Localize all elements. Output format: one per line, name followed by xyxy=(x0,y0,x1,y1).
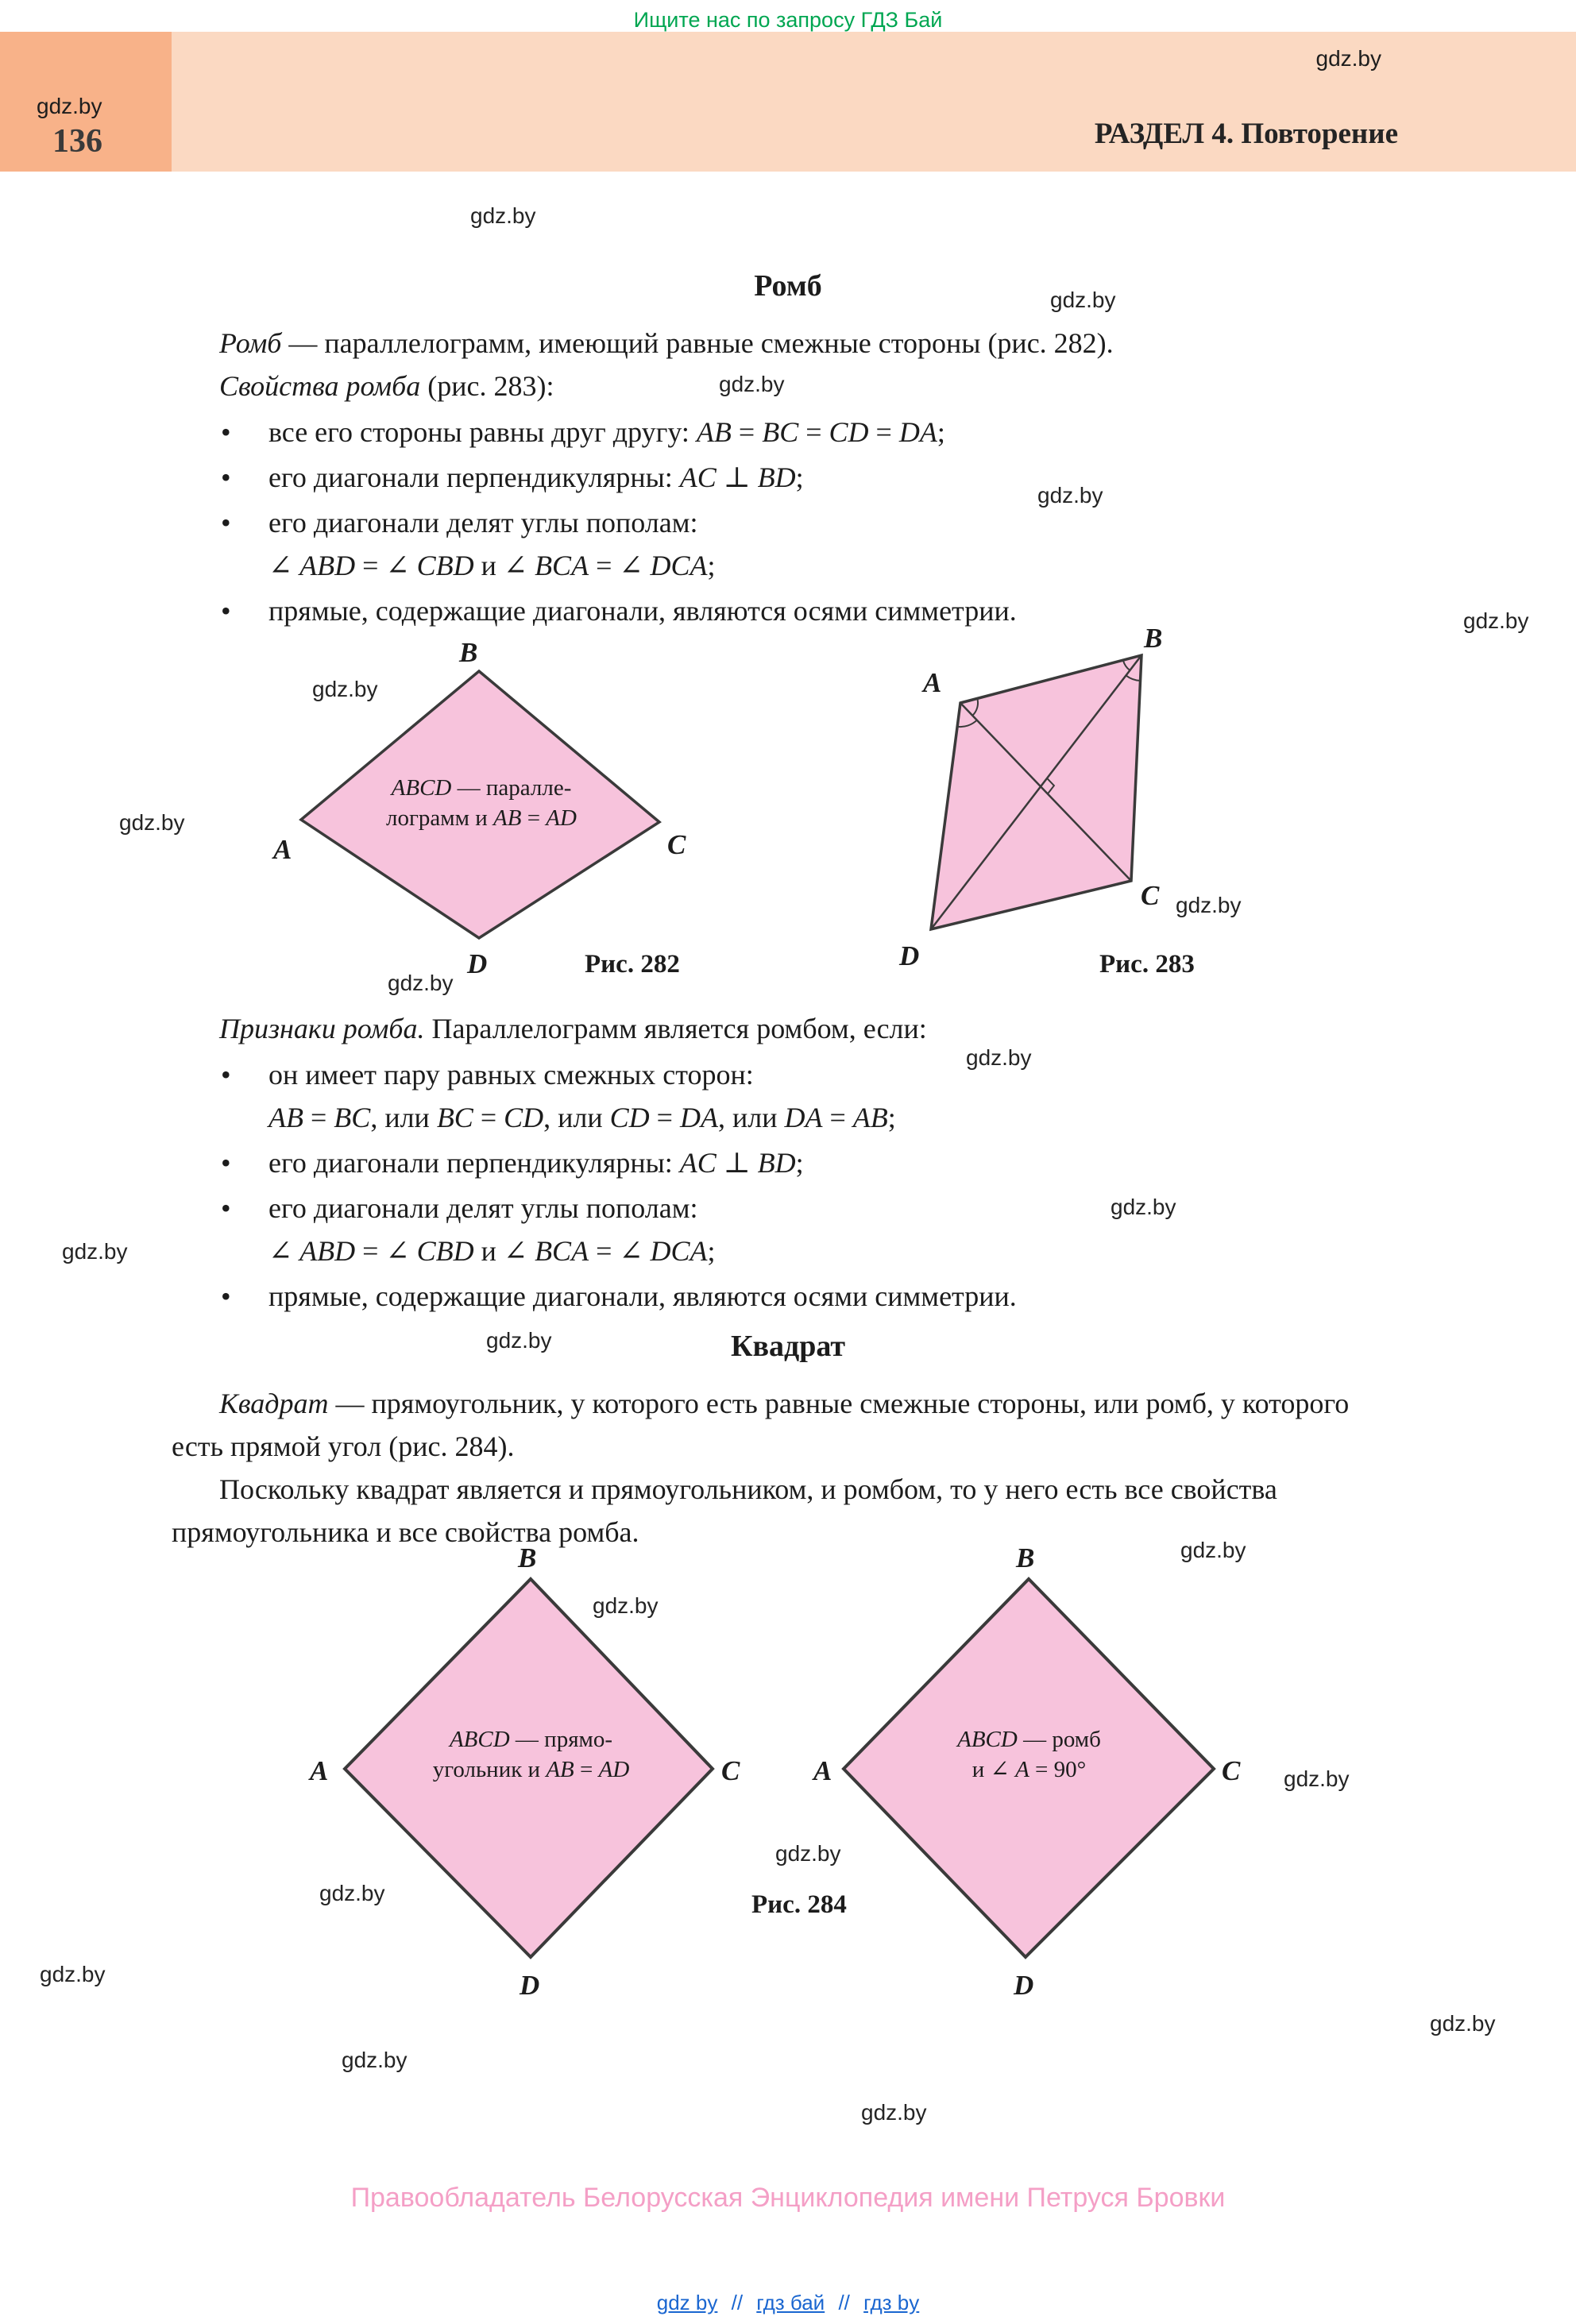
page-content xyxy=(172,264,1404,2062)
vertex-label-c: C xyxy=(1141,880,1160,911)
footer-link-gdz-by[interactable]: gdz by xyxy=(656,2291,718,2314)
gdz-watermark: gdz.by xyxy=(119,810,185,835)
figure-284-left xyxy=(310,1542,740,2005)
rhombus-properties-list xyxy=(172,411,1404,632)
section-title: РАЗДЕЛ 4. Повторение xyxy=(1094,118,1398,150)
property-text xyxy=(268,456,1404,499)
property-line: прямые, содержащие диагонали, являются осями симметрии. xyxy=(268,595,1017,627)
bullet-icon: • xyxy=(221,595,231,627)
gdz-watermark: gdz.by xyxy=(593,1593,659,1618)
gdz-watermark: gdz.by xyxy=(719,372,785,396)
figure-284-left-label-line: угольник и AB = AD xyxy=(432,1756,630,1782)
feature-line: его диагонали перпендикулярны: AC ⊥ BD; xyxy=(268,1147,804,1179)
figure-284-right-label-line: и ∠ A = 90° xyxy=(971,1756,1087,1782)
page-number-block xyxy=(0,32,172,172)
vertex-label-d: D xyxy=(1014,1970,1034,2001)
feature-line: он имеет пару равных смежных сторон: xyxy=(268,1059,754,1091)
rhombus-features-list xyxy=(172,1053,1404,1318)
gdz-watermark: gdz.by xyxy=(861,2100,927,2125)
footer-link-gdz-bai[interactable]: гдз бай xyxy=(756,2291,825,2314)
feature-line: его диагонали делят углы пополам: xyxy=(268,1192,698,1224)
gdz-watermark: gdz.by xyxy=(62,1239,128,1264)
vertex-label-d: D xyxy=(520,1970,540,2001)
gdz-watermark: gdz.by xyxy=(966,1045,1032,1070)
gdz-watermark: gdz.by xyxy=(470,203,536,228)
feature-text xyxy=(268,1053,1404,1139)
gdz-watermark: gdz.by xyxy=(312,677,378,701)
link-separator: // xyxy=(838,2291,850,2314)
gdz-watermark: gdz.by xyxy=(1050,288,1116,312)
property-item xyxy=(172,456,1404,499)
gdz-watermark: gdz.by xyxy=(342,2048,408,2072)
figure-284-left-label xyxy=(410,1725,652,1785)
bullet-icon: • xyxy=(221,1192,231,1224)
bullet-icon: • xyxy=(221,1059,231,1091)
bullet-icon: • xyxy=(221,507,231,539)
property-text xyxy=(268,501,1404,587)
bullet-icon: • xyxy=(221,416,231,448)
vertex-label-c: C xyxy=(1222,1755,1241,1786)
gdz-watermark: gdz.by xyxy=(1284,1766,1350,1791)
vertex-label-c: C xyxy=(721,1755,740,1786)
property-item xyxy=(172,411,1404,454)
bullet-icon: • xyxy=(221,1280,231,1312)
feature-line: AB = BC, или BC = CD, или CD = DA, или DA = AB; xyxy=(268,1102,896,1133)
bullet-icon: • xyxy=(221,461,231,493)
gdz-watermark: gdz.by xyxy=(40,1962,106,1986)
property-item xyxy=(172,501,1404,587)
gdz-watermark: gdz.by xyxy=(319,1881,385,1905)
figure-284-left-label-line: ABCD — прямо- xyxy=(449,1727,613,1752)
figure-284-caption: Рис. 284 xyxy=(751,1890,847,1919)
vertex-label-b: B xyxy=(1144,623,1163,654)
feature-line: прямые, содержащие диагонали, являются осями симметрии. xyxy=(268,1280,1017,1312)
figure-283-caption: Рис. 283 xyxy=(1099,950,1195,979)
rhombus-features-intro: Признаки ромба. Параллелограмм является ромбом, если: xyxy=(219,1013,927,1044)
vertex-label-a: A xyxy=(273,834,292,865)
figure-283 xyxy=(899,623,1196,971)
figure-282-caption: Рис. 282 xyxy=(585,950,680,979)
gdz-watermark: gdz.by xyxy=(1315,46,1381,71)
copyright-line: Правообладатель Белорусская Энциклопедия имени Петруся Бровки xyxy=(350,2183,1226,2213)
property-line: все его стороны равны друг другу: AB = BC = CD = DA; xyxy=(268,416,945,448)
figure-282-label-line: ABCD — паралле- xyxy=(391,775,572,801)
vertex-label-b: B xyxy=(518,1542,537,1573)
vertex-label-a: A xyxy=(923,667,942,698)
vertex-label-c: C xyxy=(667,829,686,860)
vertex-label-b: B xyxy=(459,637,478,668)
gdz-watermark: gdz.by xyxy=(1430,2011,1496,2036)
feature-item xyxy=(172,1141,1404,1184)
rhombus-properties-intro: Свойства ромба (рис. 283): xyxy=(219,370,554,402)
figure-284-right-label xyxy=(912,1725,1146,1785)
page-number: 136 xyxy=(52,123,102,160)
property-line: ∠ ABD = ∠ CBD и ∠ BCA = ∠ DCA; xyxy=(268,550,716,581)
property-item xyxy=(172,589,1404,632)
gdz-watermark: gdz.by xyxy=(1180,1538,1246,1562)
feature-item xyxy=(172,1187,1404,1272)
bullet-icon: • xyxy=(221,1147,231,1179)
square-note: Поскольку квадрат является и прямоугольником, и ромбом, то у него есть все свойства прямоугольника и все свойства ромба. xyxy=(172,1473,1277,1548)
feature-item xyxy=(172,1053,1404,1139)
gdz-watermark: gdz.by xyxy=(1037,483,1103,508)
vertex-label-a: A xyxy=(310,1755,329,1786)
property-line: его диагонали делят углы пополам: xyxy=(268,507,698,539)
property-line: его диагонали перпендикулярны: AC ⊥ BD; xyxy=(268,461,804,493)
feature-text xyxy=(268,1187,1404,1272)
gdz-watermark: gdz.by xyxy=(37,94,102,118)
footer-links xyxy=(0,2291,1576,2315)
figure-282-label xyxy=(358,774,605,833)
footer-link-gdz-by-2[interactable]: гдз by xyxy=(863,2291,920,2314)
vertex-label-d: D xyxy=(467,948,488,979)
gdz-watermark: gdz.by xyxy=(388,971,454,995)
feature-text xyxy=(268,1275,1404,1318)
gdz-watermark: gdz.by xyxy=(486,1328,552,1353)
page-header xyxy=(0,32,1576,172)
vertex-label-a: A xyxy=(813,1755,832,1786)
property-text xyxy=(268,411,1404,454)
feature-line: ∠ ABD = ∠ CBD и ∠ BCA = ∠ DCA; xyxy=(268,1235,716,1267)
figure-282-label-line: лограмм и AB = AD xyxy=(386,805,577,831)
gdz-watermark: gdz.by xyxy=(775,1841,841,1866)
figure-283-drawing xyxy=(902,640,1196,966)
property-text xyxy=(268,589,1404,632)
square-heading: Квадрат xyxy=(730,1330,846,1363)
gdz-watermark: gdz.by xyxy=(1463,608,1529,633)
vertex-label-b: B xyxy=(1016,1542,1035,1573)
feature-item xyxy=(172,1275,1404,1318)
link-separator: // xyxy=(731,2291,744,2314)
top-banner: Ищите нас по запросу ГДЗ Бай xyxy=(633,8,943,32)
figure-284-right-label-line: ABCD — ромб xyxy=(957,1727,1101,1752)
rhombus-heading: Ромб xyxy=(754,269,822,303)
feature-text xyxy=(268,1141,1404,1184)
gdz-watermark: gdz.by xyxy=(1111,1195,1176,1219)
rhombus-definition: Ромб — параллелограмм, имеющий равные смежные стороны (рис. 282). xyxy=(219,327,1114,359)
square-definition: Квадрат — прямоугольник, у которого есть равные смежные стороны, или ромб, у которого есть прямой угол (рис. 284). xyxy=(172,1388,1350,1462)
vertex-label-d: D xyxy=(899,940,920,971)
gdz-watermark: gdz.by xyxy=(1176,893,1242,917)
